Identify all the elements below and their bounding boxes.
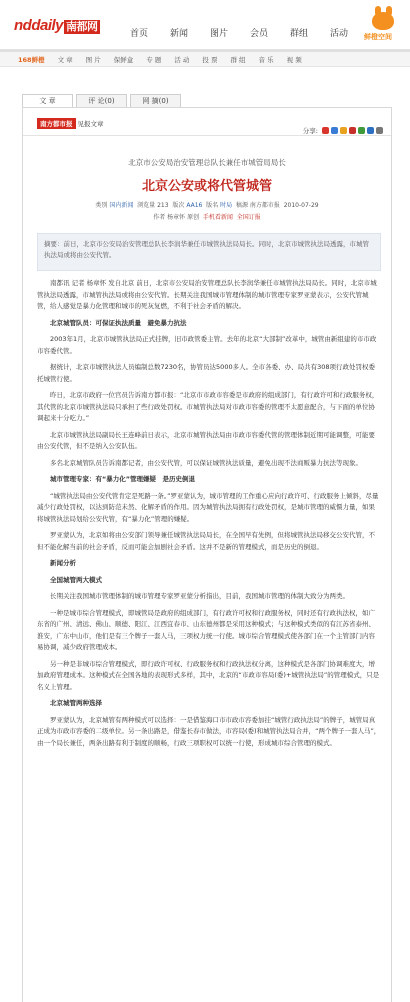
subnav-item[interactable]: 保鲜盒 (113, 55, 134, 64)
article-paragraph: 另一种是非城市综合管理模式，即行政许可权、行政服务权和行政执法权分离，这种模式是各部门协调难度大，增加政府管理成本。这种模式在全国各地的表现形式多样，其中，北京的“市政市容局(委)+城管执法局”的管理模式，只是名义上管理。 (37, 659, 380, 691)
article-paragraph: 长期关注我国城市管理体制的城市管理专家罗亚蒙分析指出，目前，我国城市管理的体制大致分为两类。 (50, 592, 349, 600)
divider (23, 135, 391, 136)
renren-share-icon[interactable] (349, 127, 356, 134)
top-nav (130, 26, 370, 39)
mobile-news-link[interactable]: 手机看新闻 (202, 214, 233, 221)
qzone-share-icon[interactable] (331, 127, 338, 134)
mascot-logo[interactable]: 鲜橙空间 (364, 12, 404, 42)
article-panel (22, 107, 392, 1002)
subnav-item[interactable]: 群 组 (230, 55, 246, 64)
site-header (0, 0, 410, 52)
kaixin-share-icon[interactable] (340, 127, 347, 134)
article-paragraph: 多名北京城管队员告诉南都记者，由公安代管，可以保证城管执法质量，避免出现不法商贩暴力抗法等现象。 (50, 458, 362, 467)
subnav-item[interactable]: 专 题 (146, 55, 162, 64)
article-paragraph: 据统计，北京市城管执法人员编制总数7230名，协管员达5000多人。全市各委、办、局共有308项行政处罚权委托城管行使。 (37, 363, 375, 383)
section-heading: 北京城管队员：可保证执法质量 避免暴力抗法 (50, 318, 187, 327)
nav-pictures[interactable]: 图片 (210, 29, 229, 39)
douban-share-icon[interactable] (358, 127, 365, 134)
weibo-share-icon[interactable] (322, 127, 329, 134)
share-label: 分享: (302, 127, 318, 135)
subnav-item[interactable]: 投 票 (202, 55, 218, 64)
subnav-item[interactable]: 168鲜橙 (18, 55, 45, 64)
rabbit-icon (372, 12, 394, 30)
article-subtitle: 北京市公安局治安管理总队长兼任市城管局局长 (128, 158, 286, 167)
qq-share-icon[interactable] (367, 127, 374, 134)
article-summary: 摘要：前日，北京市公安局治安管理总队长李润华兼任市城管执法局局长。同时，北京市城管执法局透露，市城管执法局或将由公安代管。 (37, 233, 381, 271)
more-share-icon[interactable] (376, 127, 383, 134)
source-row (37, 118, 104, 129)
site-logo[interactable]: nddaily 南都网 (14, 17, 98, 34)
source-logo: 南方都市报 (37, 118, 76, 129)
subnav-item[interactable]: 文 章 (57, 55, 73, 64)
article-paragraph: 罗亚蒙认为，北京城管有两种模式可以选择：一是借鉴海口市市政市容委加挂“城管行政执法局”的牌子，城管局真正成为市政市容委的二级单位。另一条出路是，借鉴长春市做法，市容局(委)和城管执法局合并，“两个牌子一套人马”，由一个局长兼任，两条出路有利于制度的顺畅，行政三项职权可以统一行使，形成城市综合管理的模式。 (37, 715, 381, 747)
tab-comments[interactable]: 评 论(0) (76, 94, 127, 107)
article-paragraph: 北京市城管执法局副局长王连峰前日表示，北京市城管执法局由市政市容委代管的管理体制近期可能调整，可能要由公安代管，但不是纳入公安队伍。 (37, 430, 375, 450)
subnav-item[interactable]: 视 频 (286, 55, 302, 64)
subscribe-link[interactable]: 全国订报 (236, 214, 261, 221)
article-title: 北京公安或将代管城管 (141, 179, 272, 194)
article-paragraph: “城管执法局由公安代管肯定是死路一条。”罗亚蒙认为，城市管理的工作重心应向行政许可、行政服务上倾斜，尽量减少行政处罚权，以达到防范未然、化解矛盾的作用。因为城管执法局拥有行政处罚权，是城市管理的威慑力量，如果将城管执法局划给公安代管，有“暴力化”管理的嫌疑。 (37, 491, 379, 523)
article-author: 作者 杨章怀 原创 手机看新闻 全国订报 (153, 214, 261, 221)
nav-events[interactable]: 活动 (330, 29, 349, 39)
article-body (37, 278, 381, 754)
nav-groups[interactable]: 群组 (290, 29, 309, 39)
section-heading: 城市管理专家：有“暴力化”管理嫌疑 是历史倒退 (50, 475, 196, 483)
source-link[interactable]: 见报文章 (77, 120, 104, 128)
subnav-item[interactable]: 活 动 (174, 55, 190, 64)
tab-article[interactable]: 文 章 (22, 94, 73, 107)
subnav-item[interactable]: 图 片 (85, 55, 101, 64)
author-link[interactable]: 杨章怀 (167, 214, 186, 221)
subnav-item[interactable]: 音 乐 (258, 55, 274, 64)
section-heading: 全国城管两大模式 (50, 575, 102, 584)
content-tabs (22, 94, 184, 107)
article-paragraph: 昨日，北京市政府一位官员告诉南方都市报：“北京市市政市容委是市政府的组成部门，有行政许可和行政服务权，其代管的北京市城管执法局只承担了些行政处罚权。市城管执法局对市政市容委的管理不太愿意配合，与下面的单位协调起来十分吃力。” (37, 391, 379, 422)
article-meta: 类别 国内新闻 浏览量 213 版次 AA16 版名 时局 稿源 南方都市报 2010-07-29 (95, 202, 319, 209)
article-paragraph: 南都讯 记者 杨章怀 发自北京 前日，北京市公安局治安管理总队长李润华兼任市城管执法局局长。同时，北京市城管执法局透露，市城管执法局或将由公安代管。长期关注我国城市管理体制的城市管理专家罗亚蒙表示，公安代管城管，给人感觉是暴力化管理和城市的死灰复燃，不利于社会矛盾的解决。 (37, 279, 377, 310)
category-link[interactable]: 国内新闻 (109, 202, 134, 209)
tab-bookmarks[interactable]: 网 摘(0) (130, 94, 181, 107)
article-paragraph: 一种是城市综合管理模式，即城管局是政府的组成部门，有行政许可权和行政服务权，同时还有行政执法权，如广东省的广州、清远、佛山、顺德、阳江、江西宜春市、山东德州都是采用这种模式；与这种模式类似的有江苏省泰州、淮安，广东中山市，他们是有三个牌子一套人马，三项权力统一行使。城市综合管理模式使各部门在一个主管部门内容易协调，减少政府管理成本。 (37, 608, 375, 651)
share-bar (303, 126, 383, 135)
nav-members[interactable]: 会员 (250, 29, 269, 39)
nav-news[interactable]: 新闻 (170, 29, 189, 39)
article-paragraph: 2003年1月，北京市城管执法局正式挂牌，旧市政管委主管。去年的北京“大部制”改革中，城管由新组建的市市政市容委代管。 (37, 335, 377, 355)
article-paragraph: 罗亚蒙认为，北京如将由公安部门领导兼任城管执法局局长，在全国早有先例，但将城管执法局移交公安代管，不但不能化解当前的社会矛盾，反而可能会加剧社会矛盾。这并不是新的管理模式，而是历史的倒退。 (37, 531, 375, 551)
section-heading: 新闻分析 (50, 559, 76, 567)
sub-nav (0, 52, 410, 67)
section-heading: 北京城管两种选择 (50, 699, 102, 707)
nav-home[interactable]: 首页 (130, 29, 149, 39)
